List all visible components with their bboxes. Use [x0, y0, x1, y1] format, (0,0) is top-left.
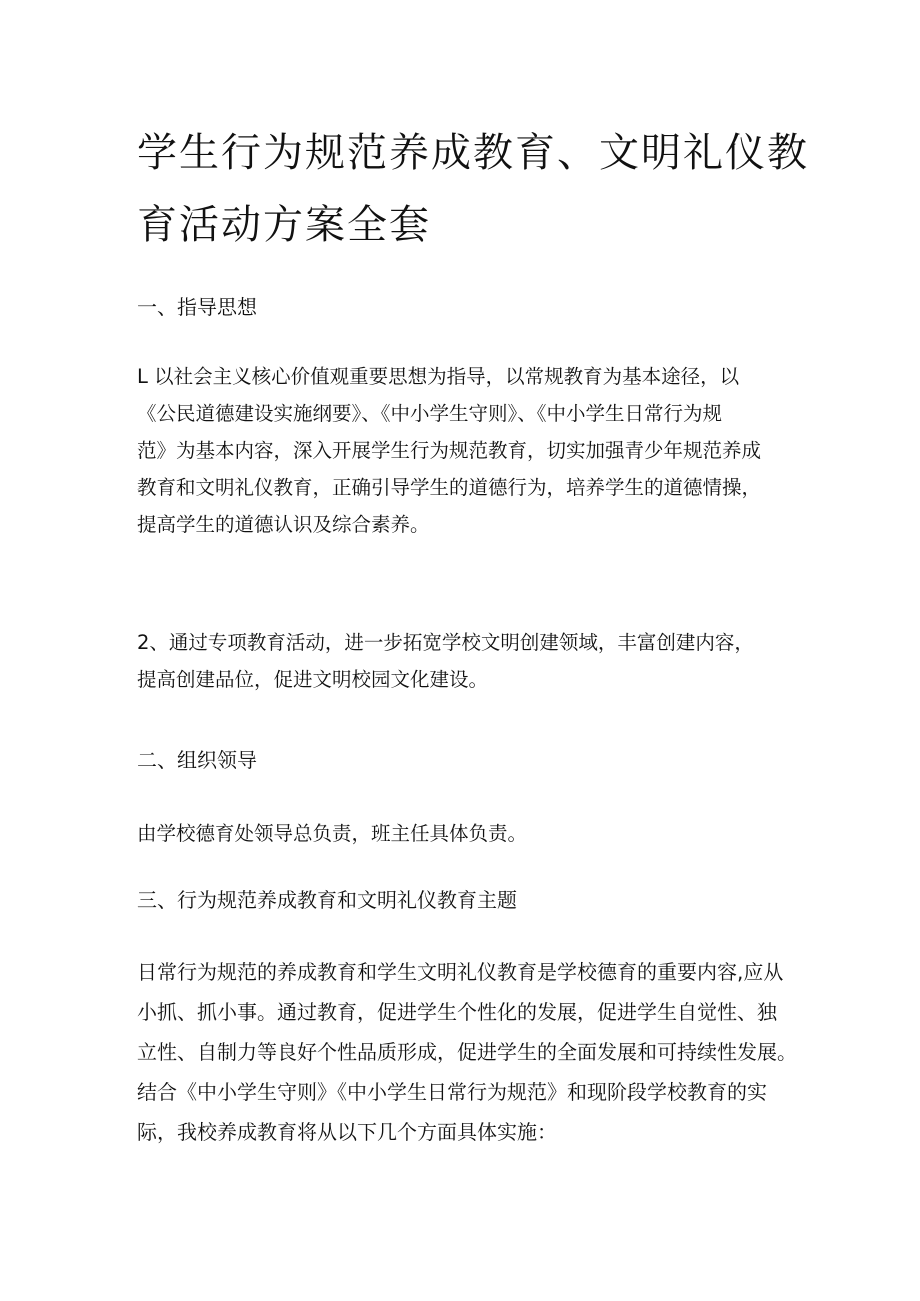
text-line: 际，我校养成教育将从以下几个方面具体实施： — [137, 1120, 557, 1144]
text-line: L 以社会主义核心价值观重要思想为指导，以常规教育为基本途径，以 — [137, 365, 740, 388]
text-line: 范》为基本内容，深入开展学生行为规范教育，切实加强青少年规范养成 — [137, 439, 762, 462]
title-line: 育活动方案全套 — [137, 202, 431, 248]
section-heading-organization: 二、组织领导 — [137, 748, 257, 772]
paragraph-guiding-2 — [137, 624, 817, 698]
title-line: 学生行为规范养成教育、文明礼仪教 — [137, 130, 809, 176]
paragraph-organization — [137, 815, 817, 852]
section-heading-theme: 三、行为规范养成教育和文明礼仪教育主题 — [137, 888, 517, 912]
text-line: 小抓、抓小事。通过教育，促进学生个性化的发展，促进学生自觉性、独 — [137, 1000, 777, 1024]
text-line: 《公民道德建设实施纲要》、《中小学生守则》、《中小学生日常行为规 — [137, 402, 723, 425]
text-line: 日常行为规范的养成教育和学生文明礼仪教育是学校德育的重要内容,应从 — [137, 960, 784, 984]
paragraph-guiding-1 — [137, 358, 817, 543]
text-line: 结合《中小学生守则》《中小学生日常行为规范》和现阶段学校教育的实 — [137, 1080, 767, 1104]
text-line: 2、通过专项教育活动，进一步拓宽学校文明创建领域，丰富创建内容， — [137, 631, 754, 654]
section-heading-guiding-thought: 一、指导思想 — [137, 295, 257, 319]
text-line: 教育和文明礼仪教育，正确引导学生的道德行为，培养学生的道德情操， — [137, 476, 762, 499]
text-line: 由学校德育处领导总负责，班主任具体负责。 — [137, 822, 528, 845]
text-line: 提高学生的道德认识及综合素养。 — [137, 513, 430, 536]
document-title — [137, 117, 807, 261]
text-line: 立性、自制力等良好个性品质形成，促进学生的全面发展和可持续性发展。 — [137, 1040, 797, 1064]
text-line: 提高创建品位，促进文明校园文化建设。 — [137, 668, 489, 691]
paragraph-theme — [137, 952, 817, 1152]
